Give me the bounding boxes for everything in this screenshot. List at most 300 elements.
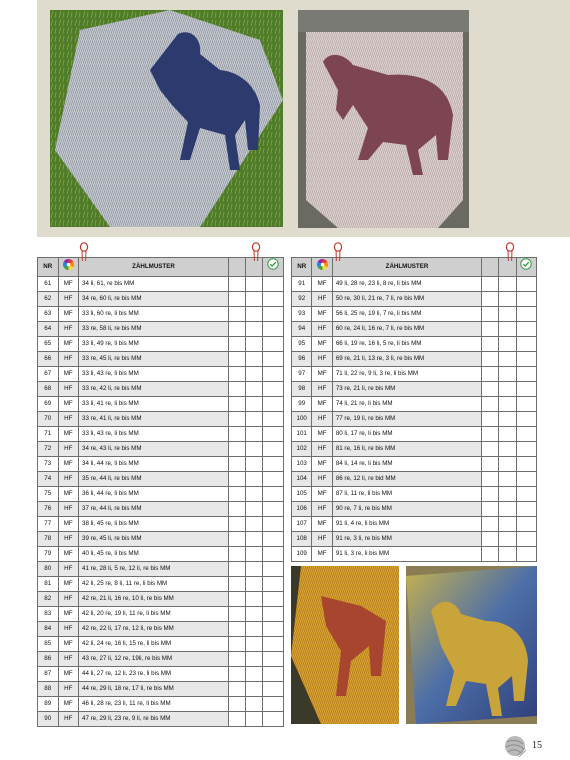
check-cell[interactable] — [516, 472, 536, 487]
row-number: 99 — [292, 397, 312, 412]
row-pattern: 47 re, 29 li, 23 re, 9 li, re bis MM — [79, 712, 229, 727]
table-row — [292, 322, 537, 337]
check-header — [263, 258, 284, 277]
table-row — [292, 307, 537, 322]
row-pattern: 91 re, 3 li, re bis MM — [332, 532, 481, 547]
row-color: HF — [58, 532, 79, 547]
row-color: HF — [312, 472, 332, 487]
table-row — [38, 622, 284, 637]
check-cell[interactable] — [263, 412, 284, 427]
row-pattern: 77 re, 19 li, re bis MM — [332, 412, 481, 427]
pattern-header: ZÄHLMUSTER — [332, 258, 481, 277]
check-cell[interactable] — [263, 577, 284, 592]
nr-header: NR — [292, 258, 312, 277]
table-row — [38, 412, 284, 427]
marker-cell[interactable] — [246, 712, 263, 727]
table-row — [38, 517, 284, 532]
marker-cell[interactable] — [228, 667, 245, 682]
row-color: HF — [58, 322, 79, 337]
row-pattern: 35 re, 44 li, re bis MM — [79, 472, 229, 487]
row-number: 94 — [292, 322, 312, 337]
marker-cell[interactable] — [228, 697, 245, 712]
marker-cell[interactable] — [228, 472, 245, 487]
marker-cell[interactable] — [246, 292, 263, 307]
table-row — [38, 352, 284, 367]
row-color: HF — [312, 442, 332, 457]
check-cell[interactable] — [516, 277, 536, 292]
row-color: HF — [58, 412, 79, 427]
check-cell[interactable] — [263, 547, 284, 562]
check-cell[interactable] — [516, 397, 536, 412]
check-cell[interactable] — [516, 532, 536, 547]
check-cell[interactable] — [263, 667, 284, 682]
row-pattern: 33 li, 43 re, li bis MM — [79, 427, 229, 442]
row-pattern: 34 li, 44 re, li bis MM — [79, 457, 229, 472]
marker-cell[interactable] — [482, 547, 499, 562]
marker-cell[interactable] — [228, 637, 245, 652]
marker-header-1 — [482, 258, 499, 277]
marker-cell[interactable] — [228, 712, 245, 727]
row-color: MF — [58, 607, 79, 622]
row-color: MF — [312, 517, 332, 532]
marker-cell[interactable] — [482, 532, 499, 547]
check-cell[interactable] — [263, 292, 284, 307]
table-row — [38, 457, 284, 472]
row-pattern: 34 re, 60 li, re bis MM — [79, 292, 229, 307]
check-cell[interactable] — [516, 502, 536, 517]
check-cell[interactable] — [263, 442, 284, 457]
marker-cell[interactable] — [499, 487, 516, 502]
marker-cell[interactable] — [246, 337, 263, 352]
row-pattern: 33 re, 41 li, re bis MM — [79, 412, 229, 427]
check-cell[interactable] — [263, 622, 284, 637]
table-row — [38, 307, 284, 322]
row-number: 101 — [292, 427, 312, 442]
row-color: MF — [312, 367, 332, 382]
check-cell[interactable] — [263, 562, 284, 577]
marker-cell[interactable] — [246, 412, 263, 427]
row-pattern: 50 re, 30 li, 21 re, 7 li, re bis MM — [332, 292, 481, 307]
marker-cell[interactable] — [228, 442, 245, 457]
nr-header: NR — [38, 258, 59, 277]
table-row — [38, 637, 284, 652]
table-row — [292, 502, 537, 517]
row-color: MF — [58, 427, 79, 442]
row-number: 76 — [38, 502, 59, 517]
row-number: 80 — [38, 562, 59, 577]
marker-cell[interactable] — [228, 322, 245, 337]
check-cell[interactable] — [263, 487, 284, 502]
row-pattern: 46 li, 28 re, 23 li, 11 re, li bis MM — [79, 697, 229, 712]
table-row — [292, 367, 537, 382]
row-number: 85 — [38, 637, 59, 652]
check-cell[interactable] — [263, 367, 284, 382]
marker-cell[interactable] — [482, 337, 499, 352]
marker-cell[interactable] — [246, 622, 263, 637]
check-cell[interactable] — [263, 352, 284, 367]
check-cell[interactable] — [516, 292, 536, 307]
row-color: MF — [58, 547, 79, 562]
marker-cell[interactable] — [246, 472, 263, 487]
marker-cell[interactable] — [499, 517, 516, 532]
row-color: MF — [312, 487, 332, 502]
marker-cell[interactable] — [499, 292, 516, 307]
marker-cell[interactable] — [228, 352, 245, 367]
stitch-marker-icon — [79, 242, 89, 262]
marker-cell[interactable] — [482, 307, 499, 322]
marker-cell[interactable] — [499, 502, 516, 517]
check-cell[interactable] — [263, 322, 284, 337]
color-wheel-header — [58, 258, 79, 277]
marker-cell[interactable] — [246, 502, 263, 517]
marker-cell[interactable] — [482, 382, 499, 397]
marker-cell[interactable] — [246, 517, 263, 532]
row-pattern: 33 li, 41 re, li bis MM — [79, 397, 229, 412]
marker-cell[interactable] — [482, 397, 499, 412]
table-row — [38, 607, 284, 622]
row-pattern: 40 li, 45 re, li bis MM — [79, 547, 229, 562]
check-cell[interactable] — [263, 472, 284, 487]
check-cell[interactable] — [516, 322, 536, 337]
marker-cell[interactable] — [499, 472, 516, 487]
marker-cell[interactable] — [499, 367, 516, 382]
marker-cell[interactable] — [499, 352, 516, 367]
marker-cell[interactable] — [499, 427, 516, 442]
marker-cell[interactable] — [228, 457, 245, 472]
table-row — [38, 442, 284, 457]
marker-cell[interactable] — [246, 487, 263, 502]
row-number: 72 — [38, 442, 59, 457]
check-cell[interactable] — [516, 337, 536, 352]
marker-cell[interactable] — [246, 442, 263, 457]
marker-cell[interactable] — [499, 307, 516, 322]
pattern-header: ZÄHLMUSTER — [79, 258, 229, 277]
row-number: 107 — [292, 517, 312, 532]
row-color: MF — [58, 367, 79, 382]
marker-cell[interactable] — [499, 532, 516, 547]
row-color: MF — [58, 697, 79, 712]
marker-cell[interactable] — [482, 472, 499, 487]
marker-cell[interactable] — [482, 277, 499, 292]
check-cell[interactable] — [516, 307, 536, 322]
row-number: 61 — [38, 277, 59, 292]
row-color: HF — [58, 292, 79, 307]
table-row — [292, 427, 537, 442]
marker-cell[interactable] — [499, 442, 516, 457]
marker-cell[interactable] — [482, 322, 499, 337]
marker-cell[interactable] — [246, 577, 263, 592]
check-cell[interactable] — [516, 367, 536, 382]
marker-cell[interactable] — [499, 457, 516, 472]
check-cell[interactable] — [263, 607, 284, 622]
table-row — [38, 697, 284, 712]
marker-cell[interactable] — [482, 442, 499, 457]
row-number: 69 — [38, 397, 59, 412]
marker-cell[interactable] — [228, 652, 245, 667]
marker-cell[interactable] — [228, 622, 245, 637]
check-cell[interactable] — [516, 442, 536, 457]
check-cell[interactable] — [263, 457, 284, 472]
stitch-marker-icon — [505, 242, 515, 262]
row-color: MF — [58, 337, 79, 352]
check-cell[interactable] — [516, 427, 536, 442]
marker-cell[interactable] — [228, 382, 245, 397]
check-cell[interactable] — [263, 517, 284, 532]
row-pattern: 42 re, 22 li, 17 re, 12 li, re bis MM — [79, 622, 229, 637]
row-number: 82 — [38, 592, 59, 607]
marker-cell[interactable] — [246, 532, 263, 547]
row-pattern-table-left — [37, 257, 284, 727]
marker-cell[interactable] — [246, 592, 263, 607]
check-cell[interactable] — [516, 382, 536, 397]
table-row — [38, 472, 284, 487]
marker-cell[interactable] — [228, 367, 245, 382]
row-number: 70 — [38, 412, 59, 427]
row-color: MF — [58, 577, 79, 592]
marker-cell[interactable] — [228, 292, 245, 307]
table-row — [38, 547, 284, 562]
row-pattern: 87 li, 11 re, li bis MM — [332, 487, 481, 502]
check-cell[interactable] — [263, 637, 284, 652]
marker-cell[interactable] — [246, 637, 263, 652]
row-color: HF — [312, 352, 332, 367]
marker-cell[interactable] — [246, 667, 263, 682]
row-pattern: 42 li, 20 re, 19 li, 11 re, li bis MM — [79, 607, 229, 622]
marker-cell[interactable] — [499, 397, 516, 412]
marker-cell[interactable] — [228, 487, 245, 502]
row-number: 77 — [38, 517, 59, 532]
yarn-ball-icon — [503, 734, 527, 758]
row-number: 108 — [292, 532, 312, 547]
row-number: 65 — [38, 337, 59, 352]
row-number: 71 — [38, 427, 59, 442]
check-cell[interactable] — [263, 337, 284, 352]
row-pattern: 56 li, 25 re, 19 li, 7 re, li bis MM — [332, 307, 481, 322]
check-cell[interactable] — [263, 592, 284, 607]
table-row — [292, 442, 537, 457]
color-wheel-icon — [63, 259, 74, 270]
row-pattern: 36 li, 44 re, li bis MM — [79, 487, 229, 502]
marker-cell[interactable] — [246, 427, 263, 442]
marker-cell[interactable] — [482, 487, 499, 502]
row-number: 62 — [38, 292, 59, 307]
marker-cell[interactable] — [499, 277, 516, 292]
marker-cell[interactable] — [482, 367, 499, 382]
row-pattern: 91 li, 4 re, li bis MM — [332, 517, 481, 532]
table-body-left — [38, 277, 284, 727]
row-number: 103 — [292, 457, 312, 472]
marker-cell[interactable] — [246, 562, 263, 577]
table-row — [38, 577, 284, 592]
marker-cell[interactable] — [228, 397, 245, 412]
marker-cell[interactable] — [499, 412, 516, 427]
row-color: HF — [58, 682, 79, 697]
marker-cell[interactable] — [246, 307, 263, 322]
row-number: 68 — [38, 382, 59, 397]
marker-cell[interactable] — [246, 697, 263, 712]
row-pattern-table-right — [291, 257, 537, 562]
row-number: 75 — [38, 487, 59, 502]
row-pattern: 80 li, 17 re, li bis MM — [332, 427, 481, 442]
row-color: MF — [312, 427, 332, 442]
row-number: 91 — [292, 277, 312, 292]
check-cell[interactable] — [263, 277, 284, 292]
check-cell[interactable] — [263, 307, 284, 322]
marker-cell[interactable] — [499, 547, 516, 562]
marker-cell[interactable] — [499, 337, 516, 352]
row-color: MF — [58, 487, 79, 502]
marker-cell[interactable] — [482, 412, 499, 427]
table-row — [38, 712, 284, 727]
row-number: 95 — [292, 337, 312, 352]
check-cell[interactable] — [263, 712, 284, 727]
marker-cell[interactable] — [228, 517, 245, 532]
row-number: 89 — [38, 697, 59, 712]
row-number: 67 — [38, 367, 59, 382]
row-number: 81 — [38, 577, 59, 592]
marker-cell[interactable] — [482, 292, 499, 307]
marker-cell[interactable] — [228, 502, 245, 517]
row-pattern: 39 re, 45 li, re bis MM — [79, 532, 229, 547]
check-cell[interactable] — [263, 652, 284, 667]
marker-cell[interactable] — [228, 547, 245, 562]
checkmark-circle-icon — [267, 258, 279, 270]
row-pattern: 84 li, 14 re, li bis MM — [332, 457, 481, 472]
row-pattern: 41 re, 28 li, 5 re, 12 li, re bis MM — [79, 562, 229, 577]
check-cell[interactable] — [516, 412, 536, 427]
stitch-marker-icon — [251, 242, 261, 262]
marker-cell[interactable] — [246, 547, 263, 562]
marker-cell[interactable] — [482, 502, 499, 517]
row-number: 90 — [38, 712, 59, 727]
marker-cell[interactable] — [228, 427, 245, 442]
row-color: HF — [58, 562, 79, 577]
marker-cell[interactable] — [228, 337, 245, 352]
marker-cell[interactable] — [246, 652, 263, 667]
check-cell[interactable] — [516, 487, 536, 502]
table-row — [292, 292, 537, 307]
row-color: MF — [312, 337, 332, 352]
marker-cell[interactable] — [246, 457, 263, 472]
row-number: 84 — [38, 622, 59, 637]
row-color: HF — [58, 502, 79, 517]
row-number: 93 — [292, 307, 312, 322]
check-header — [516, 258, 536, 277]
checkmark-circle-icon — [520, 258, 532, 270]
row-number: 86 — [38, 652, 59, 667]
color-wheel-icon — [317, 259, 328, 270]
check-cell[interactable] — [263, 397, 284, 412]
marker-cell[interactable] — [246, 322, 263, 337]
row-color: MF — [58, 277, 79, 292]
check-cell[interactable] — [263, 697, 284, 712]
table-row — [38, 397, 284, 412]
marker-cell[interactable] — [246, 682, 263, 697]
marker-cell[interactable] — [482, 427, 499, 442]
row-pattern: 42 li, 25 re, 8 li, 11 re, li bis MM — [79, 577, 229, 592]
check-cell[interactable] — [263, 382, 284, 397]
row-number: 64 — [38, 322, 59, 337]
table-body-right — [292, 277, 537, 562]
row-number: 63 — [38, 307, 59, 322]
marker-cell[interactable] — [228, 277, 245, 292]
table-row — [38, 322, 284, 337]
row-number: 105 — [292, 487, 312, 502]
row-pattern: 38 li, 45 re, li bis MM — [79, 517, 229, 532]
marker-cell[interactable] — [499, 382, 516, 397]
marker-cell[interactable] — [246, 382, 263, 397]
check-cell[interactable] — [263, 502, 284, 517]
marker-cell[interactable] — [228, 577, 245, 592]
marker-cell[interactable] — [228, 562, 245, 577]
marker-cell[interactable] — [482, 457, 499, 472]
table-row — [292, 487, 537, 502]
table-row — [292, 547, 537, 562]
table-row — [38, 277, 284, 292]
row-pattern: 42 li, 24 re, 16 li, 15 re, li bis MM — [79, 637, 229, 652]
marker-cell[interactable] — [228, 592, 245, 607]
check-cell[interactable] — [516, 457, 536, 472]
row-color: MF — [58, 667, 79, 682]
check-cell[interactable] — [263, 682, 284, 697]
row-pattern: 33 li, 49 re, li bis MM — [79, 337, 229, 352]
check-cell[interactable] — [516, 547, 536, 562]
row-number: 73 — [38, 457, 59, 472]
row-number: 66 — [38, 352, 59, 367]
row-number: 87 — [38, 667, 59, 682]
check-cell[interactable] — [263, 427, 284, 442]
row-color: HF — [58, 712, 79, 727]
marker-cell[interactable] — [246, 367, 263, 382]
table-row — [38, 337, 284, 352]
marker-cell[interactable] — [246, 277, 263, 292]
marker-cell[interactable] — [228, 307, 245, 322]
row-color: MF — [312, 547, 332, 562]
table-row — [292, 277, 537, 292]
marker-cell[interactable] — [228, 532, 245, 547]
row-pattern: 34 re, 43 li, re bis MM — [79, 442, 229, 457]
page-number: 15 — [532, 740, 542, 751]
row-pattern: 49 li, 28 re, 23 li, 8 re, li bis MM — [332, 277, 481, 292]
row-pattern: 86 re, 12 li, re bid MM — [332, 472, 481, 487]
marker-cell[interactable] — [499, 322, 516, 337]
row-number: 97 — [292, 367, 312, 382]
check-cell[interactable] — [516, 517, 536, 532]
marker-cell[interactable] — [482, 517, 499, 532]
marker-cell[interactable] — [246, 607, 263, 622]
table-row — [292, 397, 537, 412]
row-color: MF — [58, 637, 79, 652]
marker-cell[interactable] — [228, 412, 245, 427]
row-color: MF — [58, 517, 79, 532]
marker-cell[interactable] — [228, 607, 245, 622]
photo-blue-horse-shawl — [50, 10, 283, 227]
table-header-row — [38, 258, 284, 277]
marker-cell[interactable] — [246, 397, 263, 412]
marker-cell[interactable] — [246, 352, 263, 367]
marker-cell[interactable] — [228, 682, 245, 697]
check-cell[interactable] — [263, 532, 284, 547]
row-number: 98 — [292, 382, 312, 397]
row-number: 83 — [38, 607, 59, 622]
row-pattern: 43 re, 27 li, 12 re, 19li, re bis MM — [79, 652, 229, 667]
row-color: HF — [312, 502, 332, 517]
check-cell[interactable] — [516, 352, 536, 367]
row-pattern: 60 re, 24 li, 16 re, 7 li, re bis MM — [332, 322, 481, 337]
row-color: MF — [312, 307, 332, 322]
row-color: HF — [58, 622, 79, 637]
marker-cell[interactable] — [482, 352, 499, 367]
